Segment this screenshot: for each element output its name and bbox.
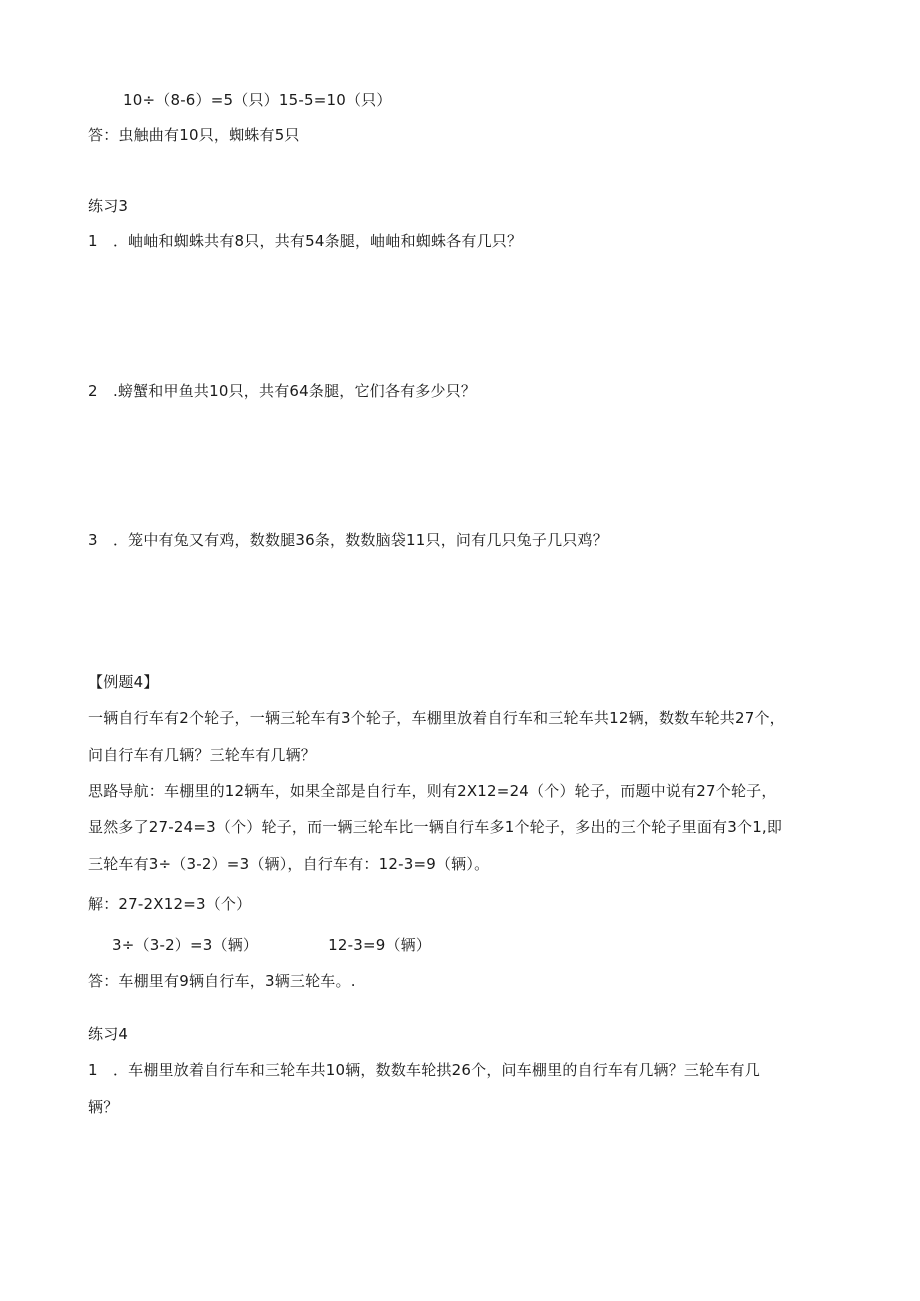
- practice4-question-1-line-2: 辆？: [88, 1098, 119, 1116]
- practice4-heading: 练习4: [88, 1025, 129, 1043]
- practice3-question-1: 1 ．岫岫和蜘蛛共有8只，共有54条腿，岫岫和蜘蛛各有几只？: [88, 232, 523, 250]
- example4-problem-line-1: 一辆自行车有2个轮子，一辆三轮车有3个轮子，车棚里放着自行车和三轮车共12辆，数数车轮共27个，: [88, 709, 785, 727]
- example4-solution-line-2a: 3÷（3-2）=3（辆）: [112, 936, 259, 954]
- example4-answer: 答：车棚里有9辆自行车，3辆三轮车。.: [88, 972, 356, 990]
- practice3-question-3: 3 ．笼中有兔又有鸡，数数腿36条，数数脑袋11只，问有几只兔子几只鸡？: [88, 531, 608, 549]
- practice3-heading: 练习3: [88, 197, 129, 215]
- example4-solution-line-2b: 12-3=9（辆）: [328, 936, 432, 954]
- example4-solution-line-2: [112, 935, 431, 955]
- example4-solution-line-1: 解：27-2X12=3（个）: [88, 895, 252, 913]
- example4-problem-line-2: 问自行车有几辆？三轮车有几辆？: [88, 746, 317, 764]
- example4-hint-line-2: 显然多了27-24=3（个）轮子，而一辆三轮车比一辆自行车多1个轮子，多出的三个轮子里面有3个1,即: [88, 818, 783, 836]
- example4-hint-line-1: 思路导航：车棚里的12辆车，如果全部是自行车，则有2X12=24（个）轮子，而题中说有27个轮子，: [88, 782, 777, 800]
- example3-calc-line: 10÷（8-6）=5（只）15-5=10（只）: [123, 91, 392, 109]
- example4-heading: 【例题4】: [88, 673, 159, 691]
- example3-answer: 答：虫触曲有10只，蜘蛛有5只: [88, 126, 300, 144]
- practice3-question-2: 2 .螃蟹和甲鱼共10只，共有64条腿，它们各有多少只？: [88, 382, 477, 400]
- example4-hint-line-3: 三轮车有3÷（3-2）=3（辆），自行车有：12-3=9（辆）。: [88, 855, 490, 873]
- practice4-question-1-line-1: 1 ．车棚里放着自行车和三轮车共10辆，数数车轮拱26个，问车棚里的自行车有几辆？三轮车有几: [88, 1061, 760, 1079]
